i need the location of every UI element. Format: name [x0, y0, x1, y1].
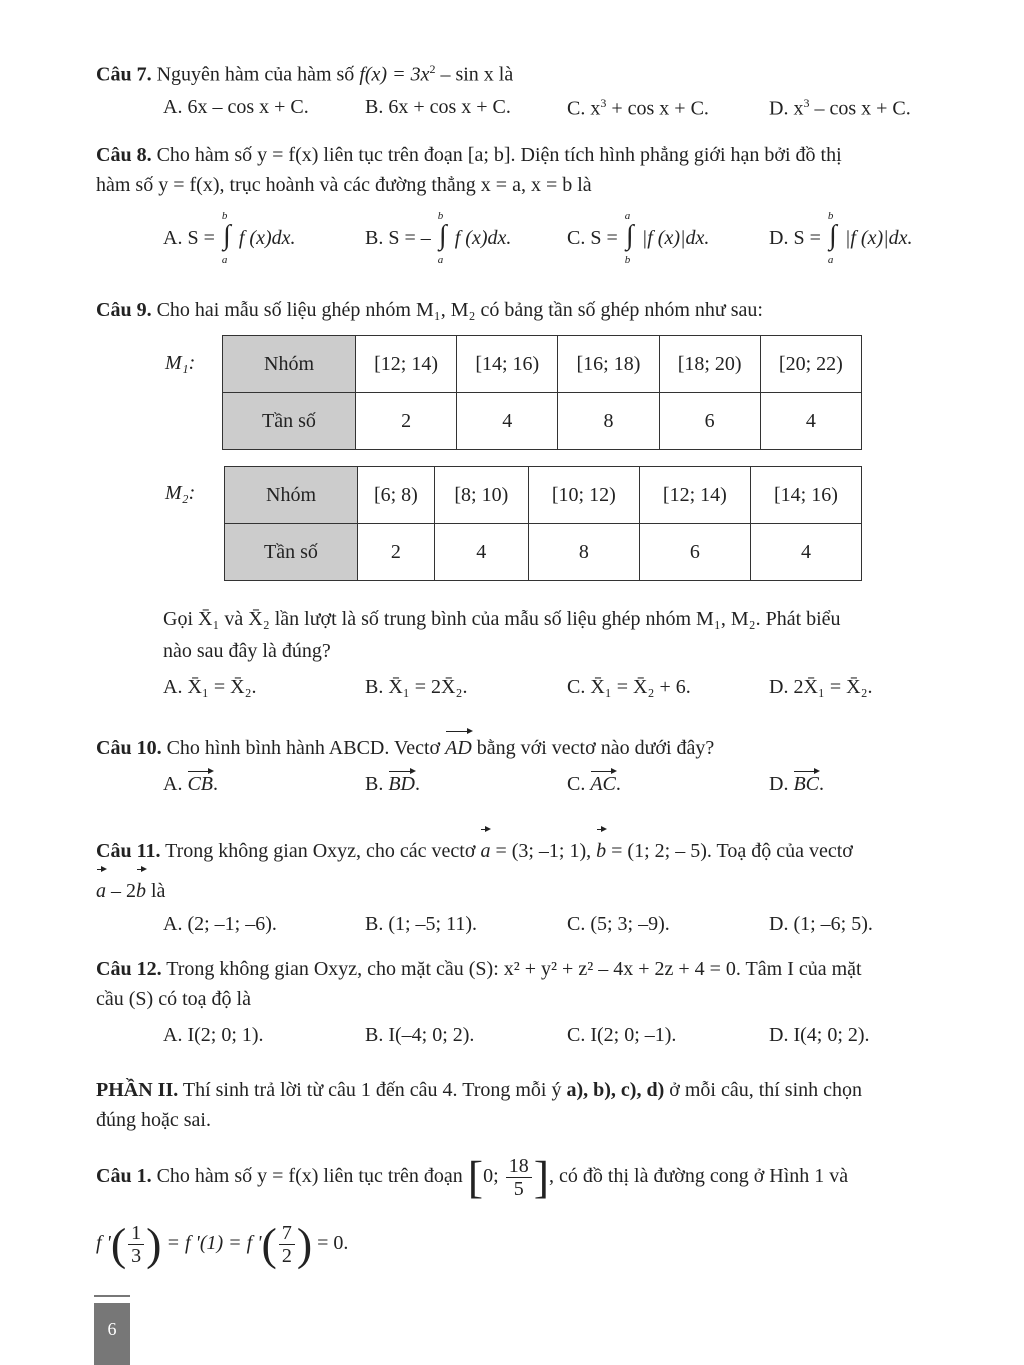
interval-open-bracket: [: [467, 1151, 484, 1203]
denominator: 2: [281, 1244, 292, 1267]
question-11-stem-b: = (3; –1; 1),: [495, 840, 592, 862]
question-7-exp: 2: [429, 62, 436, 76]
integral-sign: b ∫ a: [827, 210, 837, 266]
q8-a-integrand: f (x)dx.: [238, 227, 296, 249]
interval-zero: 0;: [483, 1165, 499, 1187]
table-cell: [8; 10): [434, 467, 528, 524]
question-7-option-d: [769, 96, 911, 121]
question-7-stem-a: Nguyên hàm của hàm số: [156, 63, 360, 86]
q8-d-integrand: |f (x)|dx.: [844, 227, 913, 249]
question-9-options: [163, 676, 953, 706]
question-9-option-a: A. X̄₁ = X̄₂.: [163, 676, 257, 698]
q7-d-pre: D. x: [769, 97, 804, 120]
question-9-option-b: B. X̄₁ = 2X̄₂.: [365, 676, 468, 698]
denominator: 3: [131, 1244, 142, 1267]
q7-c-post: + cos x + C.: [606, 97, 709, 120]
page-number: 6: [107, 1319, 117, 1339]
eq-end: = 0.: [317, 1232, 349, 1254]
table-cell: [10; 12): [528, 467, 639, 524]
part-2-intro: [96, 1075, 946, 1135]
question-10-label: Câu 10.: [96, 737, 162, 759]
option-letter: A.: [163, 773, 183, 795]
numerator: 1: [128, 1222, 144, 1245]
denominator: 5: [513, 1177, 524, 1200]
table-cell: 4: [434, 524, 528, 581]
integral-sign: b ∫ a: [437, 210, 447, 266]
eq-f-prime-1: f ': [96, 1232, 111, 1254]
question-12-options: [163, 1024, 953, 1054]
integral-sign: b ∫ a: [221, 210, 231, 266]
part-2-text-a: Thí sinh trả lời từ câu 1 đến câu 4. Trong mỗi ý: [178, 1079, 567, 1101]
question-8-label: Câu 8.: [96, 144, 152, 166]
option-letter: D.: [769, 773, 789, 795]
part-2-label: PHẦN II.: [96, 1079, 179, 1101]
question-7-option-a: A. 6x – cos x + C.: [163, 96, 309, 118]
upper-limit: a: [624, 210, 631, 222]
question-9-stem: Cho hai mẫu số liệu ghép nhóm M₁, M₂ có bảng tần số ghép nhóm như sau:: [156, 299, 763, 321]
table-header-cell: Nhóm: [225, 467, 358, 524]
question-8-option-a: [163, 210, 296, 266]
question-9: [96, 295, 946, 325]
question-12-option-d: D. I(4; 0; 2).: [769, 1024, 870, 1046]
q8-b-integrand: f (x)dx.: [454, 227, 512, 249]
question-11: [96, 831, 946, 911]
q7-d-post: – cos x + C.: [809, 97, 911, 120]
derivative-equation: [96, 1214, 946, 1272]
question-10-stem-b: bằng với vectơ nào dưới đây?: [476, 737, 715, 759]
frequency-table-m1: [222, 335, 862, 450]
table-cell: 2: [356, 393, 457, 450]
question-12-label: Câu 12.: [96, 958, 162, 980]
numerator: 18: [506, 1155, 532, 1178]
question-9-tail: [163, 603, 953, 667]
question-12-option-b: B. I(–4; 0; 2).: [365, 1024, 475, 1046]
question-11-option-b: B. (1; –5; 11).: [365, 913, 478, 935]
question-9-tail-line1: Gọi X̄₁ và X̄₂ lần lượt là số trung bình của mẫu số liệu ghép nhóm M₁, M₂. Phát biểu: [163, 608, 841, 630]
table-cell: 4: [760, 393, 861, 450]
question-7-option-b: B. 6x + cos x + C.: [365, 96, 511, 118]
question-9-option-c: C. X̄₁ = X̄₂ + 6.: [567, 676, 691, 698]
question-8-option-c: [567, 210, 710, 266]
question-8: [96, 140, 946, 200]
question-9-tail-line2: nào sau đây là đúng?: [163, 640, 331, 662]
table-cell: 6: [639, 524, 750, 581]
paren-close: ): [146, 1218, 162, 1270]
table-cell: 4: [750, 524, 861, 581]
q7-d-exp: 3: [803, 96, 810, 110]
page-number-decoration: [94, 1295, 130, 1305]
paren-close: ): [296, 1218, 313, 1270]
table-m1-label: M₁:: [165, 352, 196, 374]
part-2-line2: đúng hoặc sai.: [96, 1109, 211, 1131]
table-cell: 8: [528, 524, 639, 581]
table-cell: [16; 18): [558, 336, 659, 393]
table-cell: 6: [659, 393, 760, 450]
table-cell: [14; 16): [750, 467, 861, 524]
part-2-question-1: [96, 1148, 946, 1204]
part-2-question-1-label: Câu 1.: [96, 1165, 152, 1187]
option-letter: C.: [567, 773, 586, 795]
question-8-stem-line1: Cho hàm số y = f(x) liên tục trên đoạn [a; b]. Diện tích hình phẳng giới hạn bởi đồ thị: [156, 144, 842, 166]
question-11-options: [163, 913, 953, 943]
q8-b-pre: B. S = –: [365, 227, 431, 249]
question-10: [96, 733, 946, 763]
table-cell: 4: [457, 393, 558, 450]
question-8-option-b: [365, 210, 512, 266]
table-cell: [6; 8): [358, 467, 435, 524]
fraction-18-5: [506, 1155, 532, 1200]
vector-b: b: [596, 831, 606, 871]
upper-limit: b: [221, 210, 228, 222]
vector-b: b: [136, 871, 146, 911]
vector-a: a: [480, 831, 490, 871]
table-header-cell: Nhóm: [223, 336, 356, 393]
question-9-label: Câu 9.: [96, 299, 152, 321]
table-cell: 2: [358, 524, 435, 581]
question-11-stem-a: Trong không gian Oxyz, cho các vectơ: [165, 840, 476, 862]
question-12-option-a: A. I(2; 0; 1).: [163, 1024, 264, 1046]
question-8-options: [163, 210, 953, 266]
lower-limit: b: [624, 254, 631, 266]
table-cell: [12; 14): [639, 467, 750, 524]
q7-c-pre: C. x: [567, 97, 601, 120]
question-11-line2-a: – 2: [111, 880, 136, 902]
numerator: 7: [279, 1222, 295, 1245]
question-10-option-d: D. BC.: [769, 773, 825, 795]
frequency-table-m2: [224, 466, 862, 581]
question-8-stem-line2: hàm số y = f(x), trục hoành và các đường thẳng x = a, x = b là: [96, 174, 592, 196]
table-cell: [12; 14): [356, 336, 457, 393]
fraction-7-2: [279, 1222, 295, 1267]
question-7-stem-c: – sin x là: [435, 63, 514, 86]
eq-middle: = f '(1) = f ': [166, 1232, 262, 1254]
question-11-label: Câu 11.: [96, 840, 161, 862]
question-8-option-d: [769, 210, 913, 266]
option-vector: CB: [187, 773, 214, 795]
question-9-option-d: D. 2X̄₁ = X̄₂.: [769, 676, 873, 698]
part-2-question-1-stem-b: , có đồ thị là đường cong ở Hình 1 và: [549, 1165, 849, 1187]
question-12-stem-line1: Trong không gian Oxyz, cho mặt cầu (S): x² + y² + z² – 4x + 2z + 4 = 0. Tâm I của mặt: [166, 958, 862, 980]
table-cell: [20; 22): [760, 336, 861, 393]
option-vector: BD: [388, 773, 416, 795]
part-2-items: a), b), c), d): [566, 1079, 665, 1101]
question-7-label: Câu 7.: [96, 63, 152, 86]
table-row: [223, 336, 862, 393]
question-7-option-c: [567, 96, 709, 121]
question-10-option-c: C. AC.: [567, 773, 621, 795]
question-7-options: [163, 96, 953, 126]
upper-limit: b: [437, 210, 444, 222]
question-10-option-a: A. CB.: [163, 773, 219, 795]
fraction-1-3: [128, 1222, 144, 1267]
option-vector: BC: [793, 773, 820, 795]
paren-open: (: [261, 1218, 277, 1270]
question-11-option-d: D. (1; –6; 5).: [769, 913, 873, 935]
q8-a-pre: A. S =: [163, 227, 215, 249]
question-11-line2-b: là: [151, 880, 166, 902]
lower-limit: a: [437, 254, 444, 266]
q7-c-exp: 3: [600, 96, 607, 110]
table-row: [225, 467, 862, 524]
table-cell: [18; 20): [659, 336, 760, 393]
question-12-option-c: C. I(2; 0; –1).: [567, 1024, 677, 1046]
paren-open: (: [110, 1218, 127, 1270]
vector-a: a: [96, 871, 106, 911]
page-number-box: [94, 1303, 130, 1365]
table-row: [225, 524, 862, 581]
question-12: [96, 954, 946, 1014]
upper-limit: b: [827, 210, 834, 222]
lower-limit: a: [827, 254, 834, 266]
question-10-stem-a: Cho hình bình hành ABCD. Vectơ: [166, 737, 441, 759]
lower-limit: a: [221, 254, 228, 266]
part-2-question-1-stem-a: Cho hàm số y = f(x) liên tục trên đoạn: [156, 1165, 463, 1187]
table-cell: 8: [558, 393, 659, 450]
table-m2-label: M₂:: [165, 482, 196, 504]
part-2-text-b: ở mỗi câu, thí sinh chọn: [664, 1079, 863, 1101]
integral-sign: a ∫ b: [624, 210, 634, 266]
q8-d-pre: D. S =: [769, 227, 821, 249]
table-cell: [14; 16): [457, 336, 558, 393]
question-7: [96, 54, 946, 90]
question-10-options: [163, 773, 953, 803]
interval-close-bracket: ]: [533, 1151, 550, 1203]
question-12-stem-line2: cầu (S) có toạ độ là: [96, 988, 251, 1010]
q8-c-pre: C. S =: [567, 227, 618, 249]
question-11-option-a: A. (2; –1; –6).: [163, 913, 277, 935]
option-letter: B.: [365, 773, 384, 795]
table-header-cell: Tần số: [223, 393, 356, 450]
question-10-option-b: B. BD.: [365, 773, 421, 795]
question-10-vector: AD: [445, 733, 472, 763]
question-11-option-c: C. (5; 3; –9).: [567, 913, 670, 935]
question-7-stem-b: f(x) = 3x: [359, 63, 430, 86]
option-vector: AC: [590, 773, 616, 795]
q8-c-integrand: |f (x)|dx.: [641, 227, 710, 249]
table-header-cell: Tần số: [225, 524, 358, 581]
table-row: [223, 393, 862, 450]
question-11-stem-c: = (1; 2; – 5). Toạ độ của vectơ: [611, 840, 853, 862]
